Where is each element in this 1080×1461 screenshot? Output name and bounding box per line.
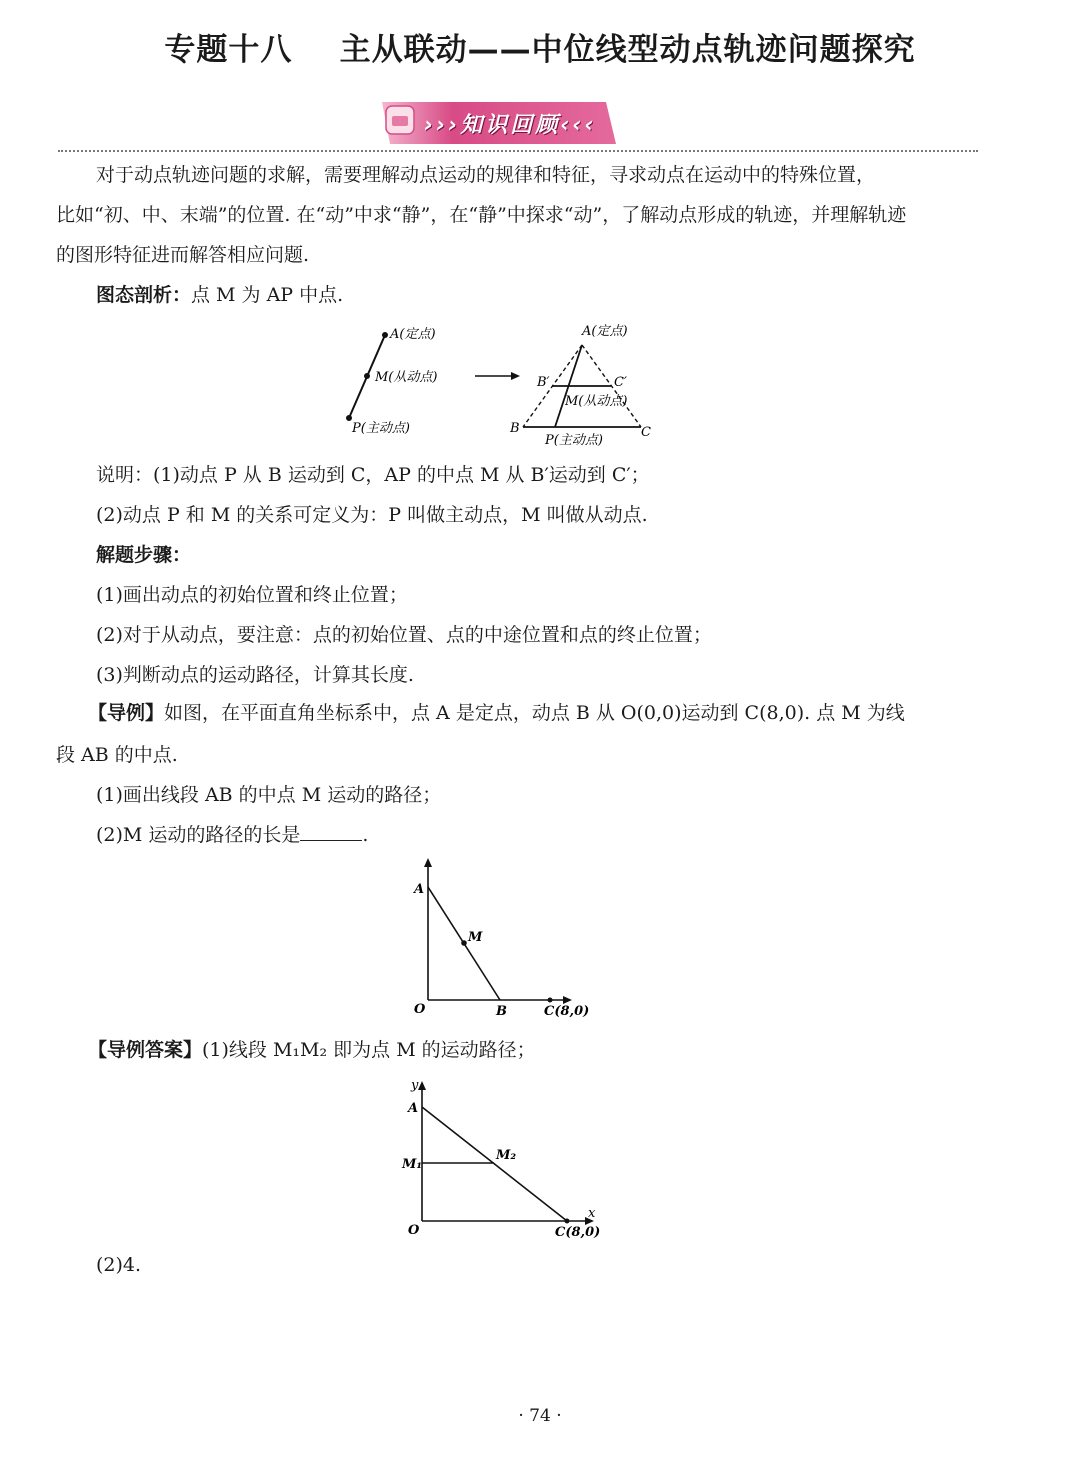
example-label: 【导例】 <box>88 702 165 724</box>
step-item-2: (2)对于从动点，要注意：点的初始位置、点的中途位置和点的终止位置； <box>96 624 712 646</box>
point-c <box>565 1219 570 1224</box>
label-m-right: M(从动点) <box>565 394 628 409</box>
example-question-1: (1)画出线段 AB 的中点 M 运动的路径； <box>96 784 442 806</box>
example-text-1: 如图，在平面直角坐标系中，点 A 是定点，动点 B 从 O(0,0)运动到 C(8,0). 点 M 为线 <box>164 702 905 724</box>
label-a: A <box>408 1101 419 1116</box>
intro-line-1: 对于动点轨迹问题的求解，需要理解动点运动的规律和特征，寻求动点在运动中的特殊位置， <box>96 164 876 186</box>
page-title: 专题十八 主从联动——中位线型动点轨迹问题探究 <box>164 32 916 68</box>
x-axis-arrow-icon <box>563 996 572 1004</box>
label-m-follower: M(从动点) <box>375 370 438 385</box>
example-line-1 <box>88 693 905 733</box>
figure-answer-graph <box>395 1075 610 1240</box>
step-item-3: (3)判断动点的运动路径，计算其长度. <box>96 664 414 686</box>
label-c: C(8,0) <box>555 1225 601 1240</box>
y-axis-arrow-icon <box>418 1081 426 1090</box>
answer-line <box>88 1030 536 1070</box>
steps-label: 解题步骤： <box>96 544 192 566</box>
figure-example-graph <box>400 855 600 1025</box>
analysis-label: 图态剖析： <box>96 284 192 306</box>
point-c <box>548 998 553 1003</box>
label-a: A <box>414 882 425 897</box>
figure-master-slave-diagram <box>330 318 670 453</box>
label-x: x <box>588 1206 596 1221</box>
page-number: · 74 · <box>518 1406 562 1426</box>
example-question-2 <box>96 815 368 855</box>
answer-label: 【导例答案】 <box>88 1039 203 1061</box>
intro-line-2: 比如“初、中、末端”的位置. 在“动”中求“静”，在“静”中探求“动”，了解动点形成的轨迹，并理解轨迹 <box>56 204 907 226</box>
question-2-end: . <box>362 824 369 846</box>
analysis-text: 点 M 为 AP 中点. <box>191 284 344 306</box>
explain-line-2: (2)动点 P 和 M 的关系可定义为：P 叫做主动点，M 叫做从动点. <box>96 504 648 526</box>
label-c: C(8,0) <box>544 1004 590 1019</box>
point-m <box>364 373 370 379</box>
label-b: B <box>496 1004 507 1019</box>
answer-blank <box>300 822 362 841</box>
label-a-right: A(定点) <box>582 324 628 339</box>
label-b-prime: B′ <box>537 375 550 390</box>
explain-line-1: 说明：(1)动点 P 从 B 运动到 C，AP 的中点 M 从 B′运动到 C′； <box>96 464 650 486</box>
point-a <box>382 332 388 338</box>
label-m1: M₁ <box>402 1157 423 1172</box>
banner-title: ›››知识回顾‹‹‹ <box>424 113 597 138</box>
y-axis-arrow-icon <box>424 858 432 867</box>
label-y: y <box>411 1078 419 1093</box>
step-item-1: (1)画出动点的初始位置和终止位置； <box>96 584 408 606</box>
intro-line-3: 的图形特征进而解答相应问题. <box>56 244 310 266</box>
label-p-driver: P(主动点) <box>352 421 410 436</box>
point-m <box>461 940 467 946</box>
answer-text: (1)线段 M₁M₂ 即为点 M 的运动路径； <box>202 1039 536 1061</box>
question-2-text: (2)M 运动的路径的长是 <box>96 824 301 846</box>
label-m: M <box>468 930 483 945</box>
section-banner <box>380 98 616 148</box>
label-a-fixed: A(定点) <box>390 327 436 342</box>
answer-part-2: (2)4. <box>96 1254 142 1276</box>
label-c-prime: C′ <box>614 375 627 390</box>
analysis-line <box>96 275 343 315</box>
label-o: O <box>408 1223 420 1238</box>
segment-ac <box>422 1107 567 1221</box>
label-o: O <box>414 1002 426 1017</box>
label-p-right: P(主动点) <box>545 433 603 448</box>
label-b: B <box>510 421 520 436</box>
section-divider <box>58 150 978 152</box>
label-c: C <box>641 425 651 440</box>
example-line-2: 段 AB 的中点. <box>56 744 178 766</box>
label-m2: M₂ <box>496 1148 517 1163</box>
